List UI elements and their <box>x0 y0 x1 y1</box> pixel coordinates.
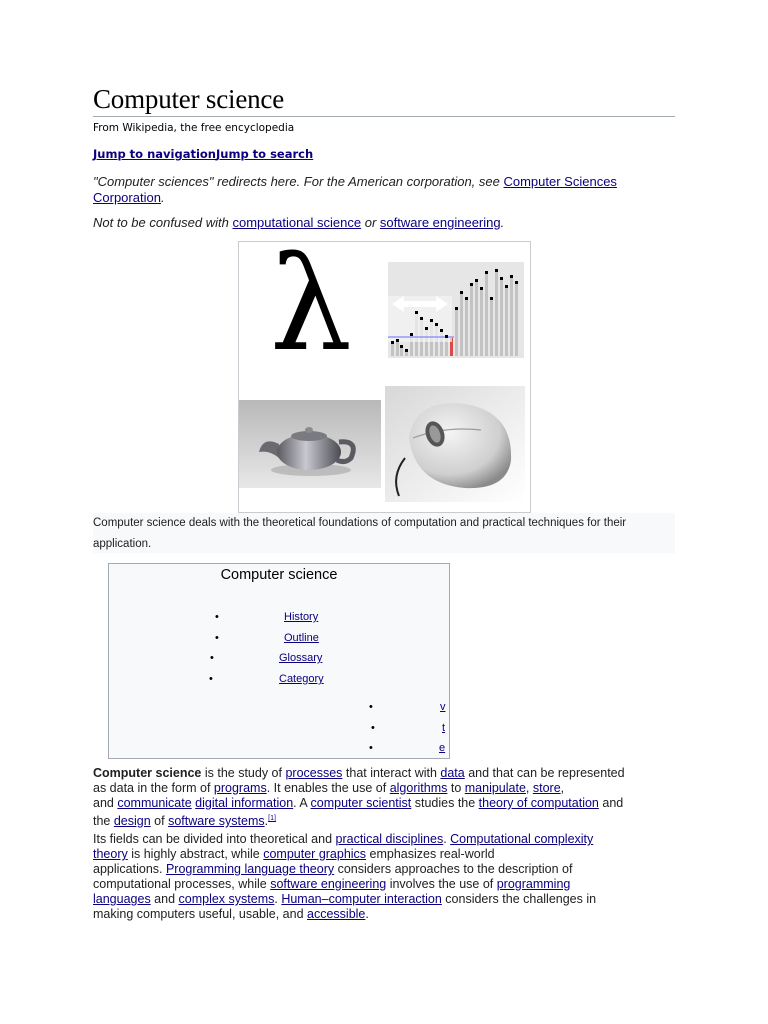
computer-graphics-link[interactable]: computer graphics <box>263 847 367 861</box>
store-link[interactable]: store <box>532 781 561 795</box>
csc-link-cont[interactable]: Corporation <box>93 190 161 205</box>
sorting-chart-icon <box>388 262 524 358</box>
complexity-theory-link-cont[interactable]: theory <box>93 847 128 861</box>
complex-systems-link[interactable]: complex systems <box>178 892 275 906</box>
hci-link[interactable]: Human–computer interaction <box>281 892 442 906</box>
accessible-link[interactable]: accessible <box>307 907 366 921</box>
computational-science-link[interactable]: computational science <box>232 215 362 230</box>
manipulate-link[interactable]: manipulate <box>464 781 526 795</box>
data-link[interactable]: data <box>440 766 465 780</box>
hatnote-text: Not to be confused with <box>93 215 233 230</box>
navbox-item-glossary[interactable]: Glossary <box>279 652 323 664</box>
bold-term: Computer science <box>93 766 202 780</box>
site-tagline: From Wikipedia, the free encyclopedia <box>93 122 295 134</box>
title-divider <box>93 116 675 117</box>
hatnote-end: . <box>160 190 165 205</box>
hatnote-text: "Computer sciences" redirects here. For the American corporation, see <box>93 174 504 189</box>
algorithms-link[interactable]: algorithms <box>389 781 448 795</box>
caption-line: Computer science deals with the theoretical foundations of computation and practical techniques for their <box>93 517 627 529</box>
practical-disciplines-link[interactable]: practical disciplines <box>335 832 444 846</box>
software-systems-link[interactable]: software systems <box>168 814 265 829</box>
bullet-icon: • <box>371 722 375 734</box>
theory-of-computation-link[interactable]: theory of computation <box>478 796 599 810</box>
bullet-icon: • <box>215 611 219 623</box>
jump-to-search-link[interactable]: Jump to search <box>216 147 314 161</box>
intro-paragraph: Computer science is the study of processes that interact with data and that can be represented as data in the form of programs. It enables the use of algorithms to manipulate, store, and communicate digital information. A computer scientist studies the theory of computation and the design of software systems.[1] <box>93 766 625 829</box>
reference-link[interactable]: [1] <box>268 815 276 822</box>
navbox-talk-link[interactable]: t <box>442 722 446 734</box>
jump-links <box>93 147 313 161</box>
programming-language-theory-link[interactable]: Programming language theory <box>165 862 335 876</box>
computer-mouse-icon <box>385 386 525 502</box>
teapot-icon <box>239 400 381 488</box>
hatnote-or: or <box>361 215 380 230</box>
navbox-item-category[interactable]: Category <box>279 673 324 685</box>
navbox-view-link[interactable]: v <box>440 701 446 713</box>
complexity-theory-link[interactable]: Computational complexity <box>450 832 594 846</box>
programs-link[interactable]: programs <box>213 781 267 795</box>
computer-scientist-link[interactable]: computer scientist <box>310 796 412 810</box>
software-engineering-link[interactable]: software engineering <box>379 215 501 230</box>
hatnote-confusion <box>93 215 663 231</box>
sidebar-navbox <box>108 563 450 759</box>
lead-image-collage[interactable] <box>238 228 531 513</box>
navbox-item-history[interactable]: History <box>284 611 319 623</box>
caption-line: application. <box>93 538 152 550</box>
processes-link[interactable]: processes <box>285 766 343 780</box>
lambda-icon: λ <box>269 228 353 380</box>
communicate-link[interactable]: communicate <box>117 796 192 810</box>
bullet-icon: • <box>215 632 219 644</box>
navbox-edit-link[interactable]: e <box>439 742 446 754</box>
page-title: Computer science <box>93 84 284 114</box>
fields-paragraph: Its fields can be divided into theoretical and practical disciplines. Computational complexity theory is highly abstract, while computer graphics emphasizes real-world applications. Programming language theory considers approaches to the description of computational processes, while software engineering involves the use of programming languages and complex systems. Human–computer interaction considers the challenges in making computers useful, usable, and accessible. <box>93 832 597 921</box>
hatnote-redirect <box>93 174 663 206</box>
image-caption <box>93 513 675 553</box>
bullet-icon: • <box>369 701 373 713</box>
software-engineering-link-2[interactable]: software engineering <box>270 877 387 891</box>
csc-link[interactable]: Computer Sciences <box>503 174 617 189</box>
digital-information-link[interactable]: digital information <box>195 796 294 810</box>
navbox-item-outline[interactable]: Outline <box>284 632 319 644</box>
jump-to-navigation-link[interactable]: Jump to navigation <box>93 147 216 161</box>
programming-languages-link-cont[interactable]: languages <box>93 892 151 906</box>
navbox-title: Computer science <box>220 567 338 583</box>
bullet-icon: • <box>210 652 214 664</box>
programming-languages-link[interactable]: programming <box>496 877 571 891</box>
bullet-icon: • <box>369 742 373 754</box>
hatnote-end: . <box>500 215 505 230</box>
design-link[interactable]: design <box>113 814 151 829</box>
bullet-icon: • <box>209 673 213 685</box>
